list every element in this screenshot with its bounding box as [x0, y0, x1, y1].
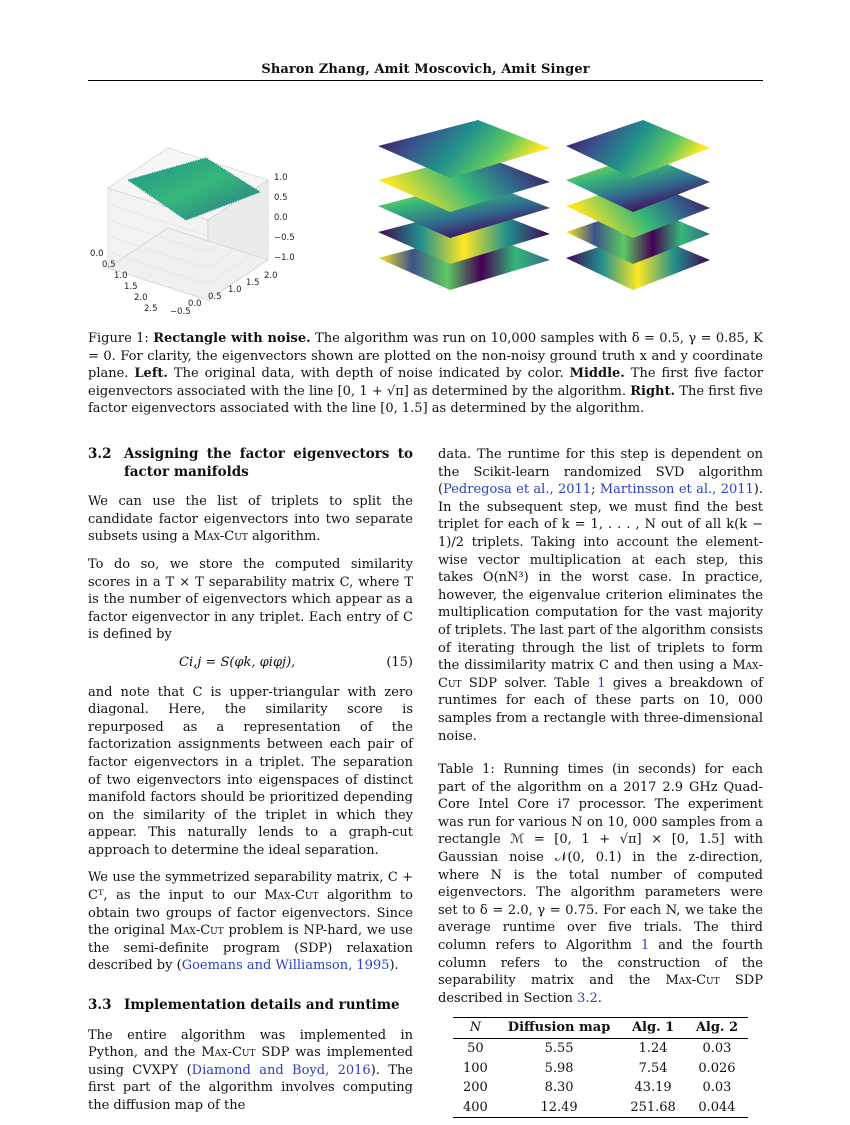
table-header: Alg. 1 [631, 1020, 675, 1036]
citation-link[interactable]: Martinsson et al., 2011 [599, 482, 754, 498]
paragraph: To do so, we store the computed similarity scores in a T × T separability matrix C, where T is the number of eigenvectors which appear as a factor eigenvector in any triplet. Each entry of C is defined by [88, 556, 413, 643]
caption-text: The first five factor eigenvectors associated with the line [0, 1 + √π] as determined by the algorithm. [88, 366, 763, 399]
equation-number: (15) [386, 654, 413, 670]
table-cell: 100 [462, 1060, 488, 1076]
section-number: 3.2 [88, 446, 112, 462]
section-ref-link[interactable]: 3.2 [577, 990, 598, 1006]
table-cell: 0.026 [698, 1060, 736, 1076]
svg-text:1.0: 1.0 [274, 173, 288, 183]
table-row [453, 1059, 748, 1079]
svg-text:0.5: 0.5 [208, 292, 222, 302]
table-cell: 50 [467, 1041, 484, 1056]
table-header: N [469, 1020, 482, 1036]
runtime-table [453, 1017, 748, 1118]
svg-text:0.0: 0.0 [188, 299, 202, 309]
citation-link[interactable]: Diamond and Boyd, 2016 [191, 1062, 371, 1078]
svg-text:1.0: 1.0 [228, 285, 242, 295]
svg-text:1.5: 1.5 [246, 278, 260, 288]
svg-text:0.5: 0.5 [102, 260, 116, 270]
table-cell: 7.54 [638, 1060, 668, 1076]
table-header: Alg. 2 [695, 1020, 739, 1036]
header-rule [88, 80, 763, 81]
svg-text:0.0: 0.0 [90, 249, 104, 259]
caption-middle-label: Middle. [569, 366, 625, 382]
table-caption: Table 1: Running times (in seconds) for each part of the algorithm on a 2017 2.9 GHz Quad-Core Intel Core i7 processor. The experiment was run for various N on 10, 000 samples from a rectangle ℳ = [0, 1 + √π] × [0, 1.5] with Gaussian noise 𝒩(0, 0.1) in the z-direction, where N is the total number of computed eigenvectors. The algorithm parameters were set to δ = 2.0, γ = 0.75. For each N, we take the average runtime over five trials. The third column refers to Algorithm 1 and the fourth column refers to the construction of the separability matrix and the Max-Cut SDP described in Section 3.2. [438, 762, 763, 1006]
section-title: Assigning the factor eigenvectors to factor manifolds [124, 446, 413, 480]
caption-text: The original data, with depth of noise indicated by color. [167, 366, 570, 382]
equation-body: Ci,j = S(φk, φiφj), [179, 654, 296, 670]
table-row [453, 1078, 748, 1098]
svg-text:0.0: 0.0 [274, 213, 288, 223]
svg-text:1.5: 1.5 [124, 282, 138, 292]
section-3-3-heading [88, 997, 413, 1015]
section-3-2-heading [88, 446, 413, 481]
z-axis-ticks [274, 173, 295, 263]
paragraph: We use the symmetrized separability matrix, C + Cᵀ, as the input to our Max-Cut algorithm to obtain two groups of factor eigenvectors. Since the original Max-Cut problem is NP-hard, we use the semi-definite program (SDP) relaxation described by (Goemans and Williamson, 1995). [88, 870, 413, 974]
svg-text:−0.5: −0.5 [170, 307, 191, 317]
table-cell: 12.49 [540, 1099, 578, 1115]
table-cell: 5.98 [544, 1060, 574, 1076]
table-cell: 8.30 [544, 1080, 574, 1096]
svg-text:−1.0: −1.0 [274, 253, 295, 263]
svg-text:−0.5: −0.5 [274, 233, 295, 243]
paragraph: The entire algorithm was implemented in Python, and the Max-Cut SDP was implemented using CVXPY (Diamond and Boyd, 2016). The first part of the algorithm involves computing the diffusion map of the [88, 1027, 414, 1113]
paragraph: data. The runtime for this step is dependent on the Scikit-learn randomized SVD algorithm (Pedregosa et al., 2011; Martinsson et al., 2011). In the subsequent step, we must find the best triplet for each of k = 1, . . . , N out of all k(k − 1)/2 triplets. Taking into account the element-wise vector multiplication at each step, this takes O(nN³) in the worst case. In practice, however, the eigenvalue criterion eliminates the multiplication computation for the vast majority of triplets. The last part of the algorithm consists of iterating through the list of triplets to form the dissimilarity matrix C and then using a Max-Cut SDP solver. Table 1 gives a breakdown of runtimes for each of these parts on 10, 000 samples from a rectangle with three-dimensional noise. [438, 447, 763, 744]
table-row [453, 1039, 748, 1059]
caption-prefix: Figure 1: [88, 331, 154, 346]
svg-text:1.0: 1.0 [114, 271, 128, 281]
right-eigenvector-stack [566, 120, 710, 290]
table-cell: 1.24 [638, 1041, 668, 1056]
middle-eigenvector-stack [378, 120, 550, 290]
table-cell: 43.19 [634, 1080, 672, 1096]
citation-link[interactable]: Goemans and Williamson, 1995 [181, 958, 390, 974]
citation-link[interactable]: Pedregosa et al., 2011 [443, 482, 592, 498]
caption-text: The first five factor eigenvectors associated with the line [0, 1.5] as determined by the algorithm. [88, 383, 764, 417]
figure-1-svg [88, 100, 763, 320]
table-ref-link[interactable]: 1 [597, 675, 606, 691]
section-title: Implementation details and runtime [124, 997, 400, 1014]
figure-caption [88, 330, 763, 418]
left-3d-plot [90, 148, 295, 317]
equation-15 [88, 654, 413, 672]
algorithm-ref-link[interactable]: 1 [640, 938, 650, 954]
figure-1 [88, 100, 763, 320]
table-cell: 0.03 [702, 1041, 732, 1056]
svg-text:0.5: 0.5 [274, 193, 288, 203]
table-cell: 0.044 [698, 1099, 736, 1115]
running-header: Sharon Zhang, Amit Moscovich, Amit Singer [261, 62, 590, 77]
caption-text: The algorithm was run on 10,000 samples with δ = 0.5, γ = 0.85, K = 0. For clarity, the eigenvectors shown are plotted on the non-noisy ground truth x and y coordinate plane. [88, 331, 763, 382]
table-cell: 400 [462, 1099, 488, 1115]
table-header-row [453, 1018, 748, 1039]
section-number: 3.3 [88, 997, 112, 1014]
caption-left-label: Left. [134, 366, 168, 382]
table-cell: 200 [462, 1080, 488, 1096]
table-cell: 0.03 [702, 1080, 732, 1096]
left-column [88, 446, 413, 1125]
table-row [453, 1098, 748, 1118]
svg-text:2.5: 2.5 [144, 304, 158, 314]
table-header: Diffusion map [507, 1020, 611, 1036]
svg-text:2.0: 2.0 [134, 293, 148, 303]
table-cell: 251.68 [630, 1099, 676, 1115]
paragraph: We can use the list of triplets to split the candidate factor eigenvectors into two separate subsets using a Max-Cut algorithm. [88, 494, 413, 545]
caption-title: Rectangle with noise. [153, 331, 311, 346]
right-column [438, 446, 763, 1118]
table-cell: 5.55 [544, 1041, 574, 1056]
svg-text:2.0: 2.0 [264, 271, 278, 281]
caption-right-label: Right. [630, 383, 676, 399]
paragraph: and note that C is upper-triangular with zero diagonal. Here, the similarity score is repurposed as a representation of the factorization assignments between each pair of factor eigenvectors in a triplet. The separation of two eigenvectors into eigenspaces of distinct manifold factors should be prioritized depending on the similarity of the triplet in which they appear. This naturally lends to a graph-cut approach to determine the ideal separation. [88, 684, 413, 858]
